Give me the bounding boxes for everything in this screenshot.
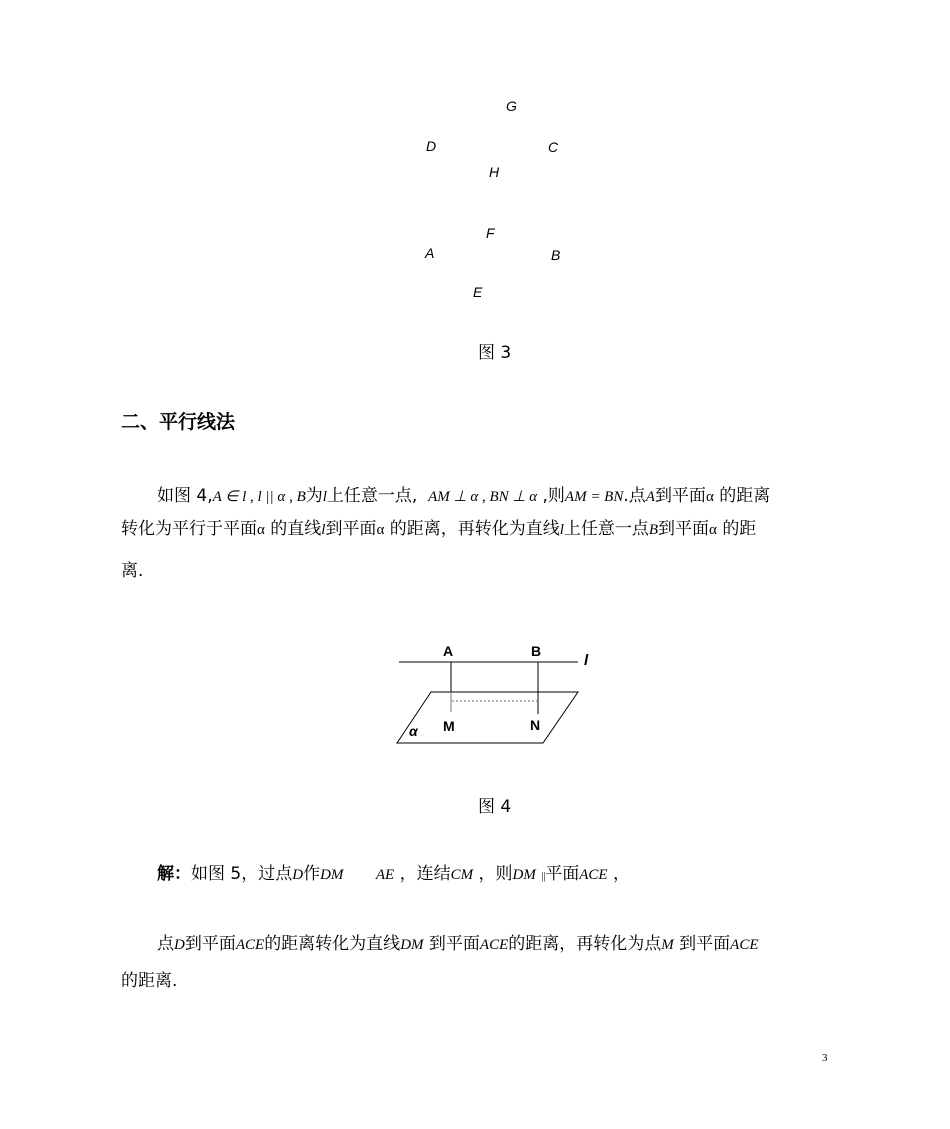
fig4-label-l: l: [584, 652, 589, 669]
math-ae: AE: [375, 867, 395, 883]
separator: ,: [246, 489, 258, 505]
math-m: M: [661, 937, 674, 953]
para2-text: 到平面: [679, 934, 731, 954]
math-parallel: ||: [541, 871, 546, 882]
solution-text: 平面: [545, 864, 580, 884]
fig4-label-m: M: [443, 718, 455, 734]
solution-line: [157, 859, 630, 892]
math-dm: DM: [320, 867, 344, 883]
math-dm: DM: [400, 937, 424, 953]
plane-alpha: [397, 692, 578, 743]
solution-text: 如图 5，过点: [191, 864, 293, 884]
math-am-perp-alpha: AM ⊥ α: [428, 489, 479, 505]
math-ace: ACE: [579, 867, 608, 883]
math-dm: DM: [512, 867, 536, 883]
para2-text: 的距离，再转化为点: [508, 934, 662, 954]
fig3-label-b: B: [551, 247, 561, 263]
para1-text: .点: [623, 486, 646, 506]
para1-text: 上任意一点,: [326, 486, 418, 506]
para1-line3: 离.: [121, 561, 144, 581]
math-bn-perp-alpha: BN ⊥ α: [489, 489, 538, 505]
para2-text: 到平面: [428, 934, 480, 954]
para1-text: 如图 4,: [157, 486, 213, 506]
math-l: l: [559, 522, 564, 538]
math-alpha: α: [257, 522, 265, 538]
fig3-label-e: E: [473, 284, 483, 300]
math-a: A: [645, 489, 655, 505]
solution-text: ，: [612, 864, 630, 884]
math-l: l: [322, 489, 327, 505]
para2-line2: 的距离.: [121, 971, 178, 991]
fig3-label-a: A: [425, 245, 435, 261]
fig3-label-g: G: [506, 98, 517, 114]
para1-text: 上任意一点: [563, 519, 649, 539]
solution-text: 作: [303, 864, 321, 884]
para1-text: 为: [305, 486, 323, 506]
para2-text: 到平面: [184, 934, 236, 954]
para2-text: 点: [157, 934, 174, 954]
solution-text: ，则: [478, 864, 513, 884]
fig3-label-d: D: [426, 138, 437, 154]
math-alpha: α: [709, 522, 717, 538]
para1-line1: [157, 481, 770, 513]
fig4-label-b: B: [531, 643, 542, 659]
math-alpha: α: [376, 522, 385, 538]
para1-text: 的距离，再转化为直线: [389, 519, 560, 539]
figure-4-caption: 图 4: [478, 797, 512, 817]
para1-text: 到平面: [325, 519, 377, 539]
separator: ,: [478, 489, 490, 505]
para2-text: 的距离转化为直线: [264, 934, 401, 954]
solution-label: 解：: [157, 864, 191, 884]
math-ace: ACE: [235, 937, 265, 953]
fig3-label-h: H: [489, 164, 500, 180]
figure-4-diagram: [385, 636, 610, 748]
para1-text: ,则: [537, 486, 565, 506]
figure-3-caption: 图 3: [478, 343, 512, 363]
math-ace: ACE: [479, 937, 509, 953]
fig4-label-alpha: α: [409, 723, 418, 739]
math-b: B: [296, 489, 306, 505]
math-l-parallel-alpha: l || α: [257, 489, 286, 505]
math-alpha: α: [705, 489, 714, 505]
math-a-in-l: A ∈ l: [212, 489, 247, 505]
para1-text: 到平面: [654, 486, 706, 506]
math-ace: ACE: [730, 937, 759, 953]
math-cm: CM: [450, 867, 474, 883]
para1-text: 到平面: [658, 519, 710, 539]
math-b: B: [648, 522, 659, 538]
para1-text: 转化为平行于平面: [121, 519, 257, 539]
math-l: l: [321, 522, 326, 538]
math-am-equals-bn: AM = BN: [564, 489, 624, 505]
math-d: D: [174, 937, 185, 953]
para1-text: 的直线: [270, 519, 322, 539]
para1-text: 的距: [722, 519, 757, 539]
solution-text: ，连结: [399, 864, 451, 884]
section-heading: 二、平行线法: [121, 411, 236, 433]
fig3-label-c: C: [548, 139, 559, 155]
fig3-label-f: F: [486, 225, 495, 241]
page-number: 3: [822, 1052, 828, 1064]
para1-line2: [121, 514, 756, 546]
fig4-label-n: N: [530, 717, 541, 733]
math-d: D: [292, 867, 304, 883]
fig4-label-a: A: [443, 643, 454, 659]
separator: ,: [285, 489, 297, 505]
para1-text: 的距离: [719, 486, 771, 506]
para2-line1: [157, 929, 759, 961]
